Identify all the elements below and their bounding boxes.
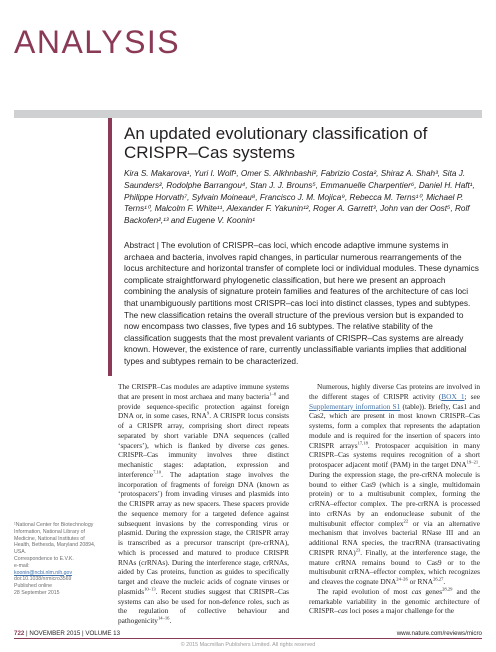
accent-bar [108, 118, 112, 376]
issue-info: NOVEMBER 2015 | VOLUME 13 [29, 630, 121, 637]
abstract [124, 240, 480, 368]
body-text: . Finally, at the interference stage, the mature crRNA remains bound to Cas9 or to the multisubunit crRNA–effector complex, which recognizes and cleaves the cognate DNA [309, 547, 480, 586]
abstract-text: The evolution of CRISPR–cas loci, which encode adaptive immune systems in archaea and bacteria, involves rapid changes, in particular numerous rearrangements of the locus architecture and horizontal transfer of complete loci or individual modules. These dynamics complicate straightforward phylogenetic classification, but here we present an approach combining the analysis of signature protein families and features of the architecture of cas loci that unambiguously partitions most CRISPR–cas loci into distinct classes, types and subtypes. The new classification retains the overall structure of the previous version but is expanded to now encompass two classes, five types and 16 subtypes. The relative stability of the classification suggests that the most prevalent variants of CRISPR–Cas systems are already known. However, the existence of rare, currently unclassifiable variants implies that additional types and subtypes remain to be characterized. [124, 240, 479, 366]
email-link[interactable]: koonin@ncbi.nlm.nih.gov [14, 569, 73, 576]
gene-name: cas [337, 606, 348, 616]
citation: 1–8 [269, 391, 277, 397]
body-text: . [443, 577, 446, 586]
gene-name: cas [411, 586, 422, 596]
body-text: genes. CRISPR–Cas immunity involves three distinct mechanistic stages: adaptation, expression and interference [118, 440, 289, 479]
body-text: or via an alternative mechanism that involves bacterial RNase III and an additional RNA species, the tracrRNA (transactivating CRISPR RNA) [309, 518, 480, 557]
footer-url[interactable]: www.nature.com/reviews/micro [396, 630, 482, 637]
gene-name: cas [255, 440, 265, 450]
body-text: . During the expression stage, the pre-crRNA molecule is bound to either Cas9 (which is a single, multidomain protein) or to a multisubunit complex, forming the crRNA–effector complex. The pre-crRNA is processed into crRNAs by an endonuclease subunit of the multisubunit effector complex [309, 460, 480, 528]
citation: 7,10 [153, 469, 162, 475]
citation: 23 [355, 547, 361, 553]
body-text: genes [421, 586, 443, 596]
box-link[interactable]: BOX 1 [441, 391, 465, 401]
author-list: Kira S. Makarova¹, Yuri I. Wolf¹, Omer S. Alkhnbashi², Fabrizio Costa², Shiraz A. Shah³, Sita J. Saunders², Rodolphe Barrangou⁴, Stan J. J. Brouns⁵, Emmanuelle Charpentier⁶, Daniel H. Haft¹, Philippe Horvath⁷, Sylvain Moineau⁸, Francisco J. M. Mojica⁹, Rebecca M. Terns¹⁰, Michael P. Terns¹⁰, Malcolm F. White¹¹, Alexander F. Yakunin¹², Roger A. Garrett³, John van der Oost⁵, Rolf Backofen²,¹³ and Eugene V. Koonin¹ [124, 169, 475, 226]
article-info-sidebar [14, 522, 100, 597]
citation: 10–13 [144, 586, 156, 592]
citation: 9 [206, 410, 210, 416]
body-text: The CRISPR–Cas modules are adaptive immune systems that are present in most archaea and many bacteria [118, 382, 289, 401]
body-text: . [169, 616, 172, 625]
body-text: and the remarkable variability in the genomic architecture of CRISPR– [309, 586, 481, 616]
body-text: ; see [464, 391, 480, 401]
body-column-1 [118, 382, 289, 626]
citation: 14–16 [157, 615, 170, 621]
copyright: © 2015 Macmillan Publishers Limited. All rights reserved [180, 642, 316, 648]
citation: 22 [403, 518, 409, 524]
citation: 24–26 [396, 576, 408, 582]
citation: 17,18 [357, 440, 368, 446]
published-label: Published online [14, 583, 53, 590]
published-date: 28 September 2015 [14, 589, 60, 596]
body-text: and provide sequence-specific protection against foreign DNA or, in some cases, RNA [118, 391, 289, 421]
body-text: (table)). Briefly, Cas1 and Cas2, which are present in most known CRISPR–Cas systems, form a complex that represents the adaptation module and is required for the insertion of spacers into CRISPR arrays [309, 401, 480, 450]
supplementary-link[interactable]: Supplementary information S1 [309, 401, 401, 411]
affiliation: ¹National Center for Biotechnology Information, National Library of Medicine, National Institutes of Health, Bethesda, Maryland 20894, USA. [14, 522, 96, 556]
body-text: . The adaptation stage involves the incorporation of fragments of foreign DNA (known as ‘protospacers’) from invading viruses and plasmids into the CRISPR array as new spacers. These spacers provide the sequence memory for a targeted defence against subsequent invasions by the corresponding virus or plasmid. During the expression stage, the CRISPR array is transcribed as a precursor transcript (pre-crRNA), which is processed and matured to produce CRISPR RNAs (crRNAs). During the interference stage, crRNAs, aided by Cas proteins, function as guides to specifically target and cleave the nucleic acids of cognate viruses or plasmids [118, 469, 289, 596]
email-label: e-mail: [14, 562, 30, 569]
citation: 19–21 [466, 459, 479, 465]
footer-rule [14, 638, 482, 639]
body-text: loci poses a major challenge for the [347, 606, 455, 616]
correspondence: Correspondence to E.V.K. [14, 555, 74, 562]
body-text: . Protospacer acquisition in many CRISPR–Cas systems requires recognition of a short protospacer adjacent motif (PAM) in the target DNA [309, 440, 480, 469]
article-title: An updated evolutionary classification of CRISPR–Cas systems [124, 124, 428, 162]
footer-issue: 722 | NOVEMBER 2015 | VOLUME 13 [14, 630, 121, 637]
body-text: Numerous, highly diverse Cas proteins are involved in the different stages of CRISPR activity ( [309, 382, 480, 401]
body-text: The rapid evolution of most [317, 586, 412, 596]
doi[interactable]: doi:10.1038/nrmicro3569 [14, 576, 72, 583]
body-column-2 [309, 382, 480, 616]
citation: 26,27 [433, 576, 444, 582]
citation: 28,29 [442, 586, 453, 592]
header-rule [14, 110, 482, 118]
body-text: . A CRISPR locus consists of a CRISPR array, comprising short direct repeats separated by short variable DNA sequences (called ‘spacers’), which is flanked by diverse [118, 411, 289, 450]
page-number: 722 [14, 630, 25, 637]
body-text: . Recent studies suggest that CRISPR–Cas systems can also be used for non-defence roles, such as the regulation of collective behaviour and pathogenicity [118, 586, 289, 625]
body-text: or RNA [407, 577, 434, 586]
abstract-label: Abstract | [124, 240, 159, 250]
section-label: ANALYSIS [14, 24, 181, 60]
email-line [14, 563, 100, 577]
